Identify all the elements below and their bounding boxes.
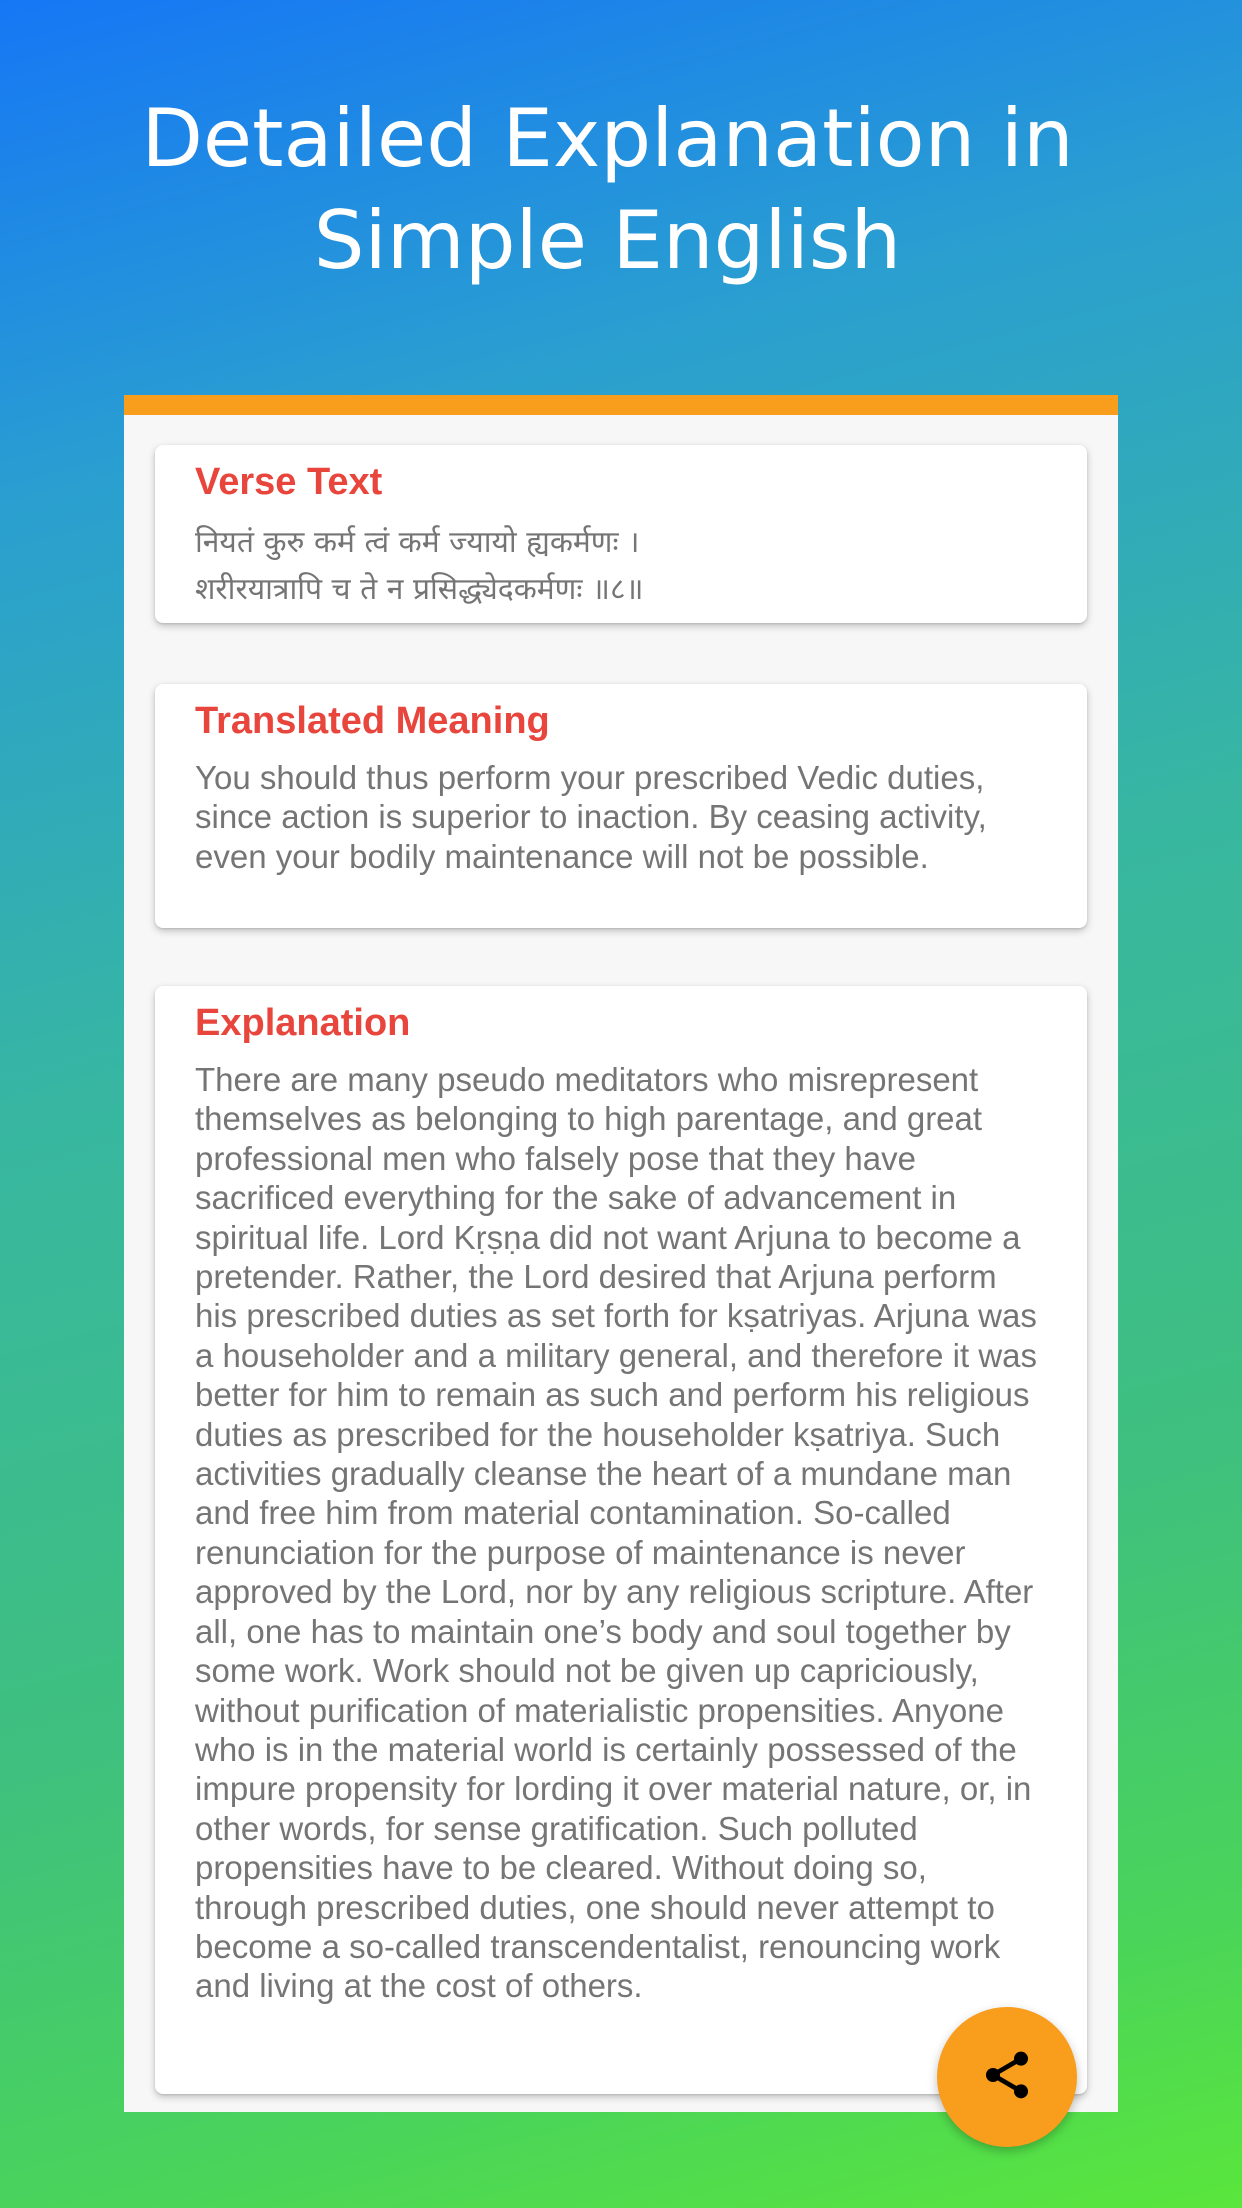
share-button[interactable] (937, 2007, 1077, 2147)
content-panel[interactable] (124, 395, 1118, 2112)
explanation-text: There are many pseudo meditators who misrepresent themselves as belonging to high parentage, and great professional men who falsely pose that they have sacrificed everything for the sake of advancement in spiritual life. Lord Kṛṣṇa did not want Arjuna to become a pretender. Rather, the Lord desired that Arjuna perform his prescribed duties as set forth for kṣatriyas. Arjuna was a householder and a military general, and therefore it was better for him to remain as such and perform his religious duties as prescribed for the householder kṣatriya. Such activities gradually cleanse the heart of a mundane man and free him from material contamination. So-called renunciation for the purpose of maintenance is never approved by the Lord, nor by any religious scripture. After all, one has to maintain one’s body and soul together by some work. Work should not be given up capriciously, without purification of materialistic propensities. Anyone who is in the material world is certainly possessed of the impure propensity for lording it over material nature, or, in other words, for sense gratification. Such polluted propensities have to be cleared. Without doing so, through prescribed duties, one should never attempt to become a so-called transcendentalist, renouncing work and living at the cost of others. (195, 1061, 1037, 2005)
page-title (0, 88, 1215, 292)
meaning-card-title: Translated Meaning (195, 700, 550, 742)
explanation-card (155, 986, 1087, 2094)
page-title-line2: Simple English (313, 194, 902, 287)
verse-line-1: नियतं कुरु कर्म त्वं कर्म ज्यायो ह्यकर्मणः । (195, 525, 640, 560)
meaning-card (155, 684, 1087, 928)
panel-accent-bar (124, 395, 1118, 415)
explanation-card-title: Explanation (195, 1002, 411, 1044)
meaning-text: You should thus perform your prescribed Vedic duties, since action is superior to inaction. By ceasing activity, even your bodily maintenance will not be possible. (195, 759, 987, 875)
verse-text (195, 519, 1047, 613)
share-icon (979, 2047, 1035, 2103)
page-title-line1: Detailed Explanation in (141, 92, 1074, 185)
verse-line-2: शरीरयात्रापि च ते न प्रसिद्ध्येदकर्मणः ॥८॥ (195, 572, 644, 607)
verse-card (155, 445, 1087, 623)
verse-card-title: Verse Text (195, 461, 383, 503)
